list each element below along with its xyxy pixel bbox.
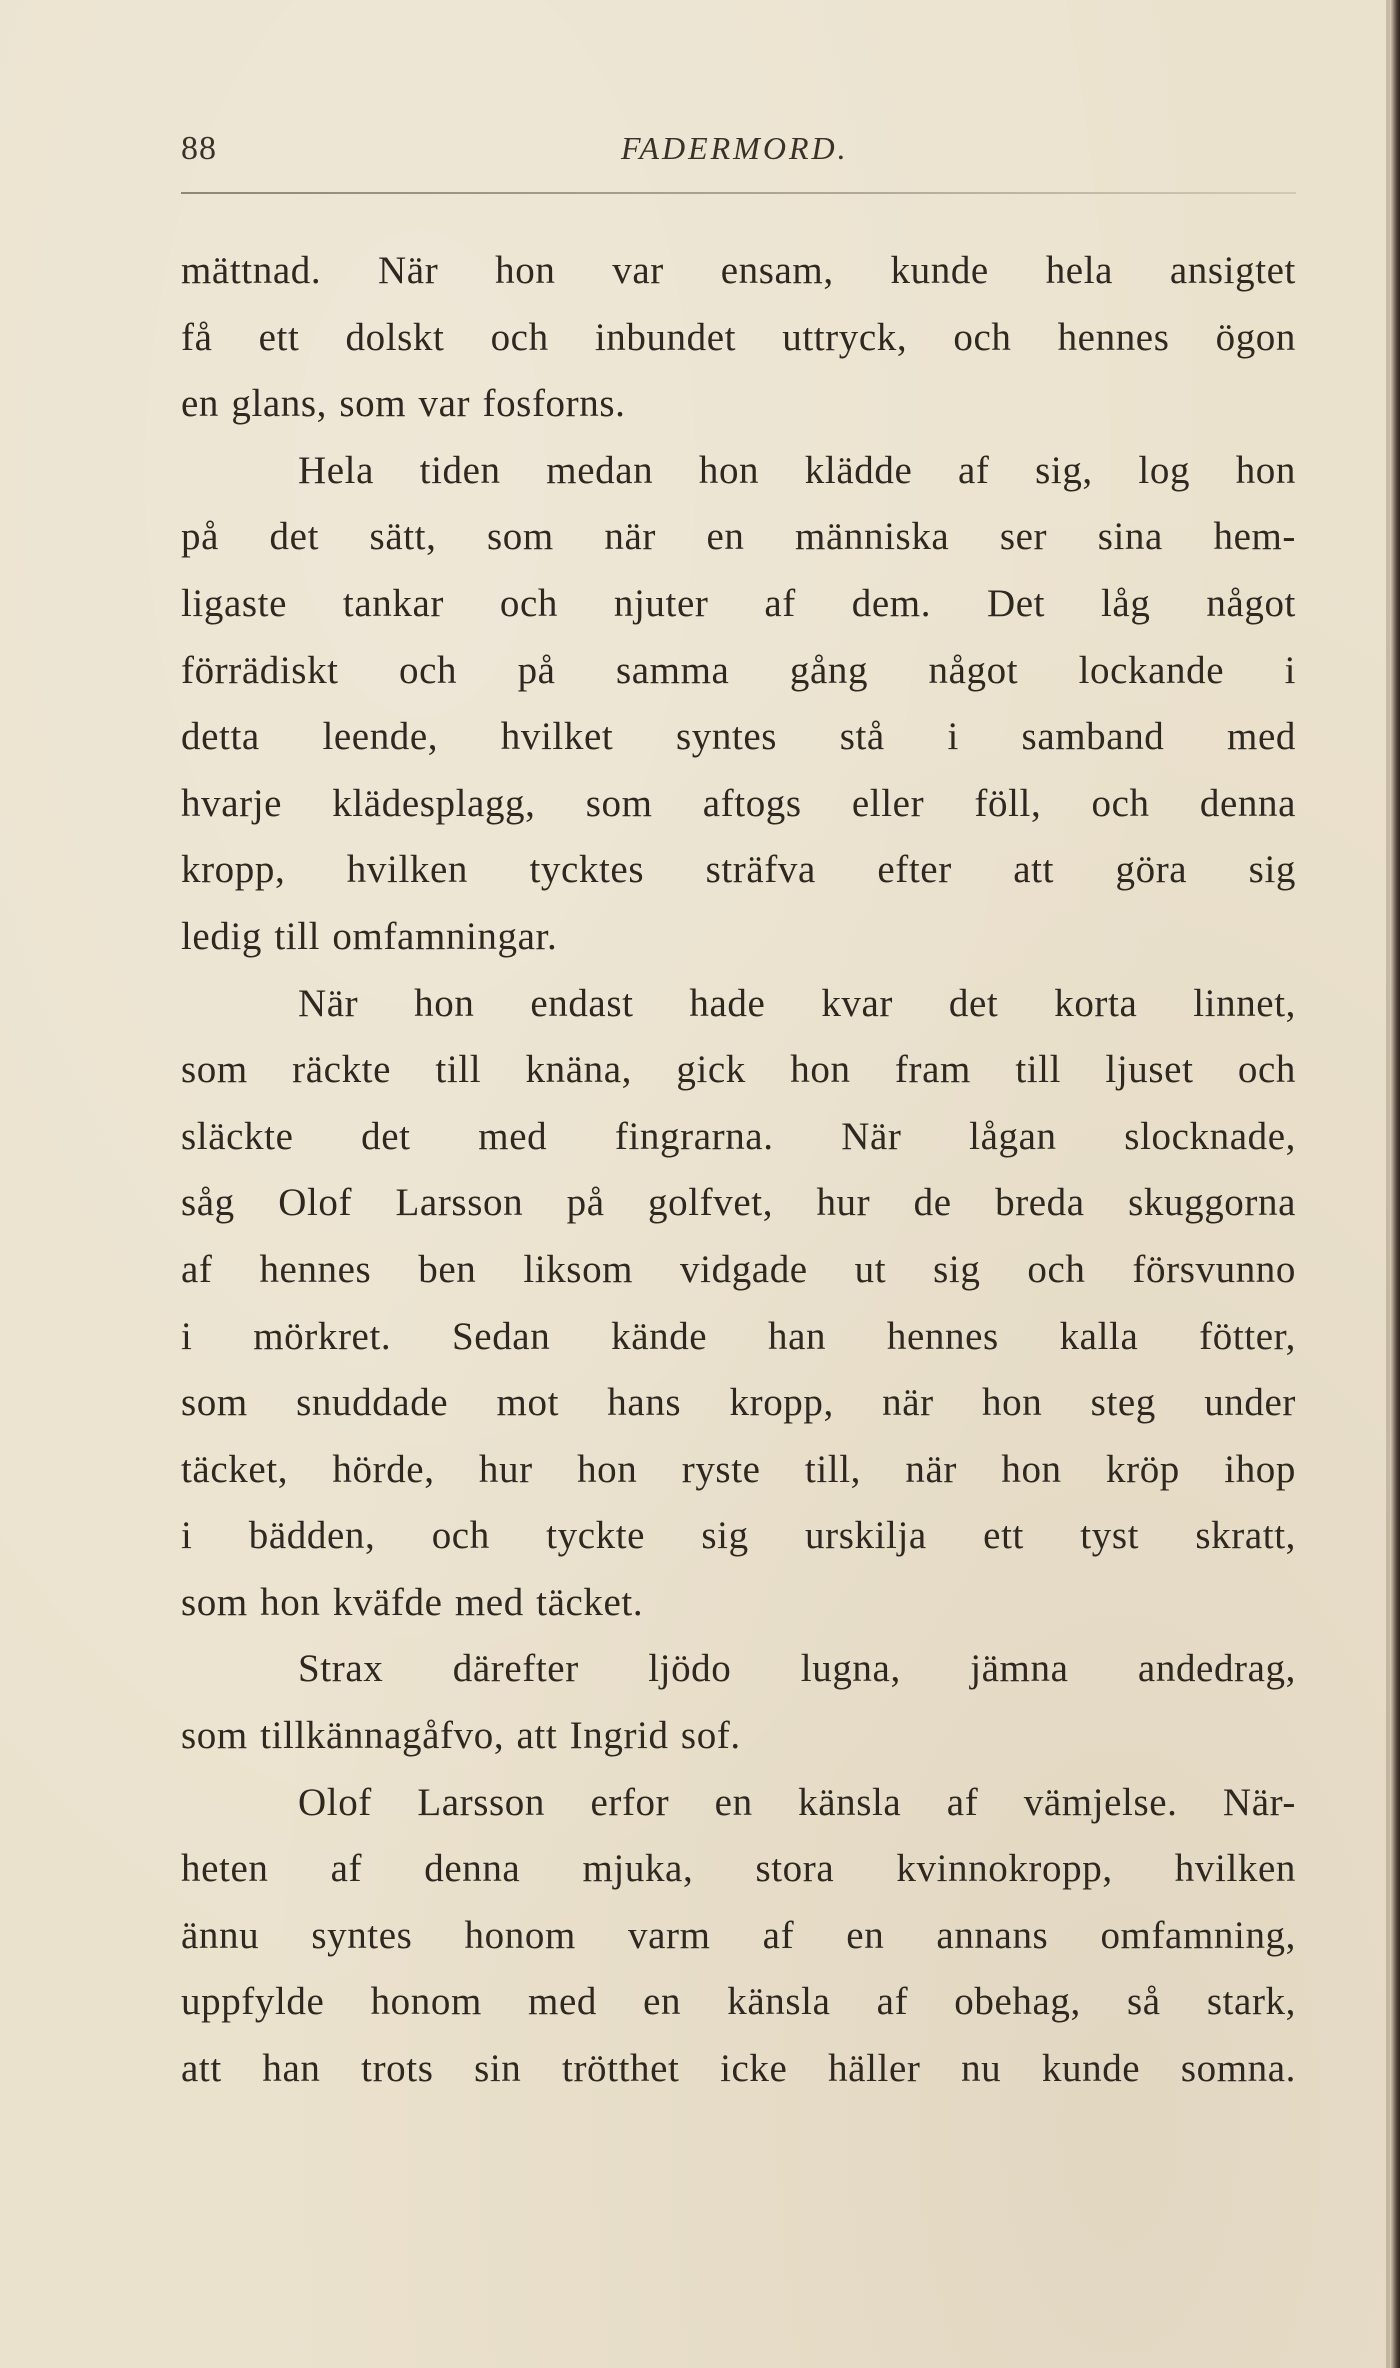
text-line: af hennes ben liksom vidgade ut sig och försvunno: [181, 1247, 1296, 1291]
text-line: att han trots sin trötthet icke häller nu kunde somna.: [181, 2047, 1296, 2091]
text-line: heten af denna mjuka, stora kvinnokropp, hvilken: [181, 1847, 1296, 1891]
text-line: på det sätt, som när en människa ser sina hem-: [181, 515, 1296, 559]
text-line: släckte det med fingrarna. När lågan slocknade,: [181, 1114, 1296, 1158]
page-number: 88: [181, 130, 217, 167]
text-line: ligaste tankar och njuter af dem. Det låg något: [181, 581, 1296, 625]
page-header: [181, 130, 1301, 176]
text-line: När hon endast hade kvar det korta linnet,: [298, 981, 1296, 1025]
page-edge: [1390, 0, 1400, 2368]
text-line: Hela tiden medan hon klädde af sig, log hon: [298, 448, 1296, 492]
text-line: i mörkret. Sedan kände han hennes kalla fötter,: [181, 1314, 1296, 1358]
text-line: detta leende, hvilket syntes stå i samband med: [181, 715, 1296, 759]
text-line: ännu syntes honom varm af en annans omfamning,: [181, 1913, 1296, 1957]
text-line: förrädiskt och på samma gång något lockande i: [181, 648, 1296, 692]
text-line: få ett dolskt och inbundet uttryck, och hennes ögon: [181, 315, 1296, 359]
text-line: som hon kväfde med täcket.: [181, 1580, 644, 1624]
header-rule: [181, 192, 1296, 194]
text-line: en glans, som var fosforns.: [181, 382, 626, 426]
text-line: kropp, hvilken tycktes sträfva efter att göra sig: [181, 848, 1296, 892]
body-text: [181, 238, 1296, 2103]
text-line: som räckte till knäna, gick hon fram till ljuset och: [181, 1048, 1296, 1092]
text-line: hvarje klädesplagg, som aftogs eller föll, och denna: [181, 781, 1296, 825]
text-line: som snuddade mot hans kropp, när hon steg under: [181, 1381, 1296, 1425]
text-line: ledig till omfamningar.: [181, 914, 558, 958]
text-line: mättnad. När hon var ensam, kunde hela ansigtet: [181, 249, 1296, 292]
running-title: FADERMORD.: [621, 130, 849, 166]
text-line: i bädden, och tyckte sig urskilja ett tyst skratt,: [181, 1514, 1296, 1558]
text-line: uppfylde honom med en känsla af obehag, så stark,: [181, 1980, 1296, 2024]
text-line: täcket, hörde, hur hon ryste till, när hon kröp ihop: [181, 1447, 1296, 1491]
text-line: som tillkännagåfvo, att Ingrid sof.: [181, 1714, 741, 1758]
text-line: såg Olof Larsson på golfvet, hur de breda skuggorna: [181, 1181, 1296, 1225]
text-line: Olof Larsson erfor en känsla af vämjelse. När-: [298, 1780, 1296, 1824]
text-line: Strax därefter ljödo lugna, jämna andedrag,: [298, 1647, 1296, 1691]
